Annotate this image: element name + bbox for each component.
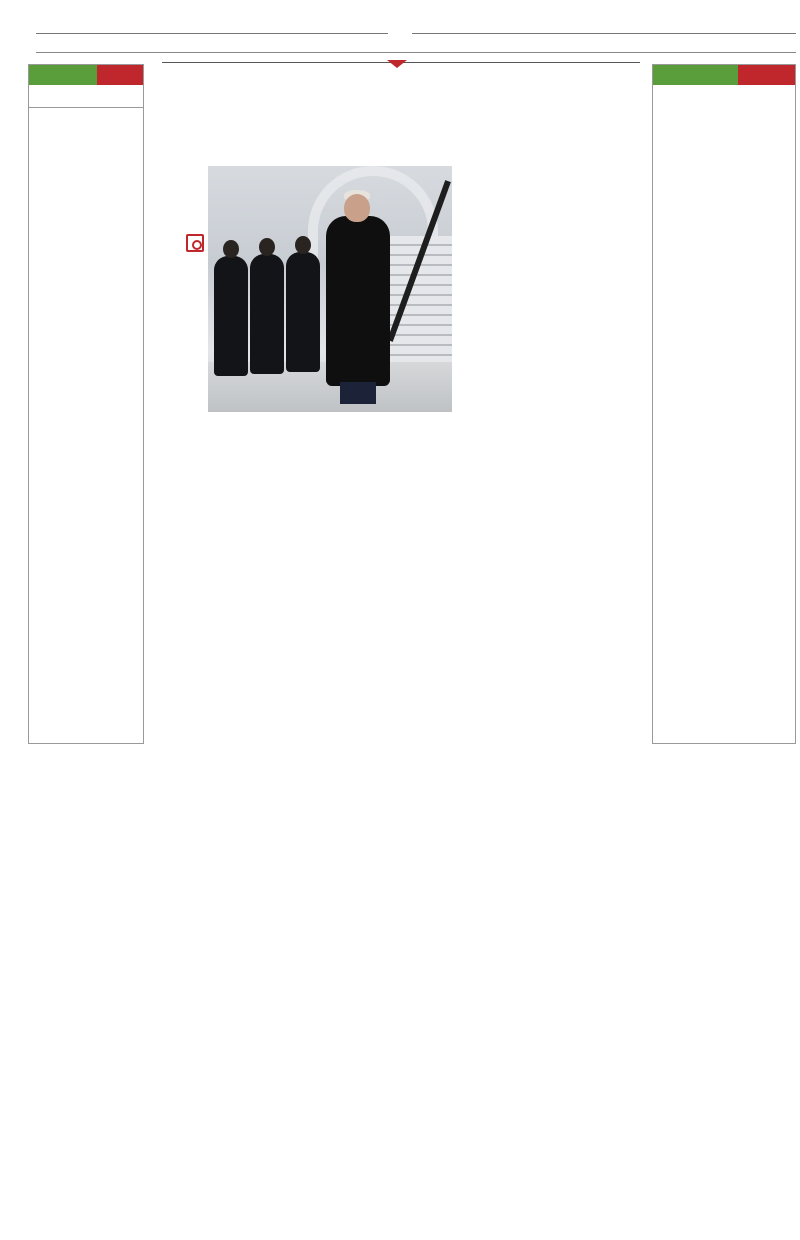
header-rule: [36, 33, 796, 34]
right-news-box: [652, 64, 796, 744]
article-column-1: [460, 168, 644, 748]
page-number: [388, 22, 412, 44]
news-tag: [97, 65, 143, 85]
item-divider: [29, 107, 143, 108]
page-header: [0, 0, 800, 58]
right-box-body: [653, 93, 795, 97]
red-triangle-marker-icon: [387, 60, 407, 68]
news-tag: [738, 65, 795, 85]
left-item-2: [29, 114, 143, 130]
header-rule-bottom: [36, 52, 796, 53]
left-news-box: [28, 64, 144, 744]
photo-subject: [326, 216, 390, 386]
pull-quote-icon: [186, 234, 204, 252]
right-box-title: [653, 85, 795, 93]
article-photo: [208, 166, 452, 412]
newspaper-logo-icon: [6, 22, 32, 54]
news-tag-bar: [653, 65, 795, 85]
news-tag-bar: [29, 65, 143, 85]
left-item-1: [29, 85, 143, 101]
